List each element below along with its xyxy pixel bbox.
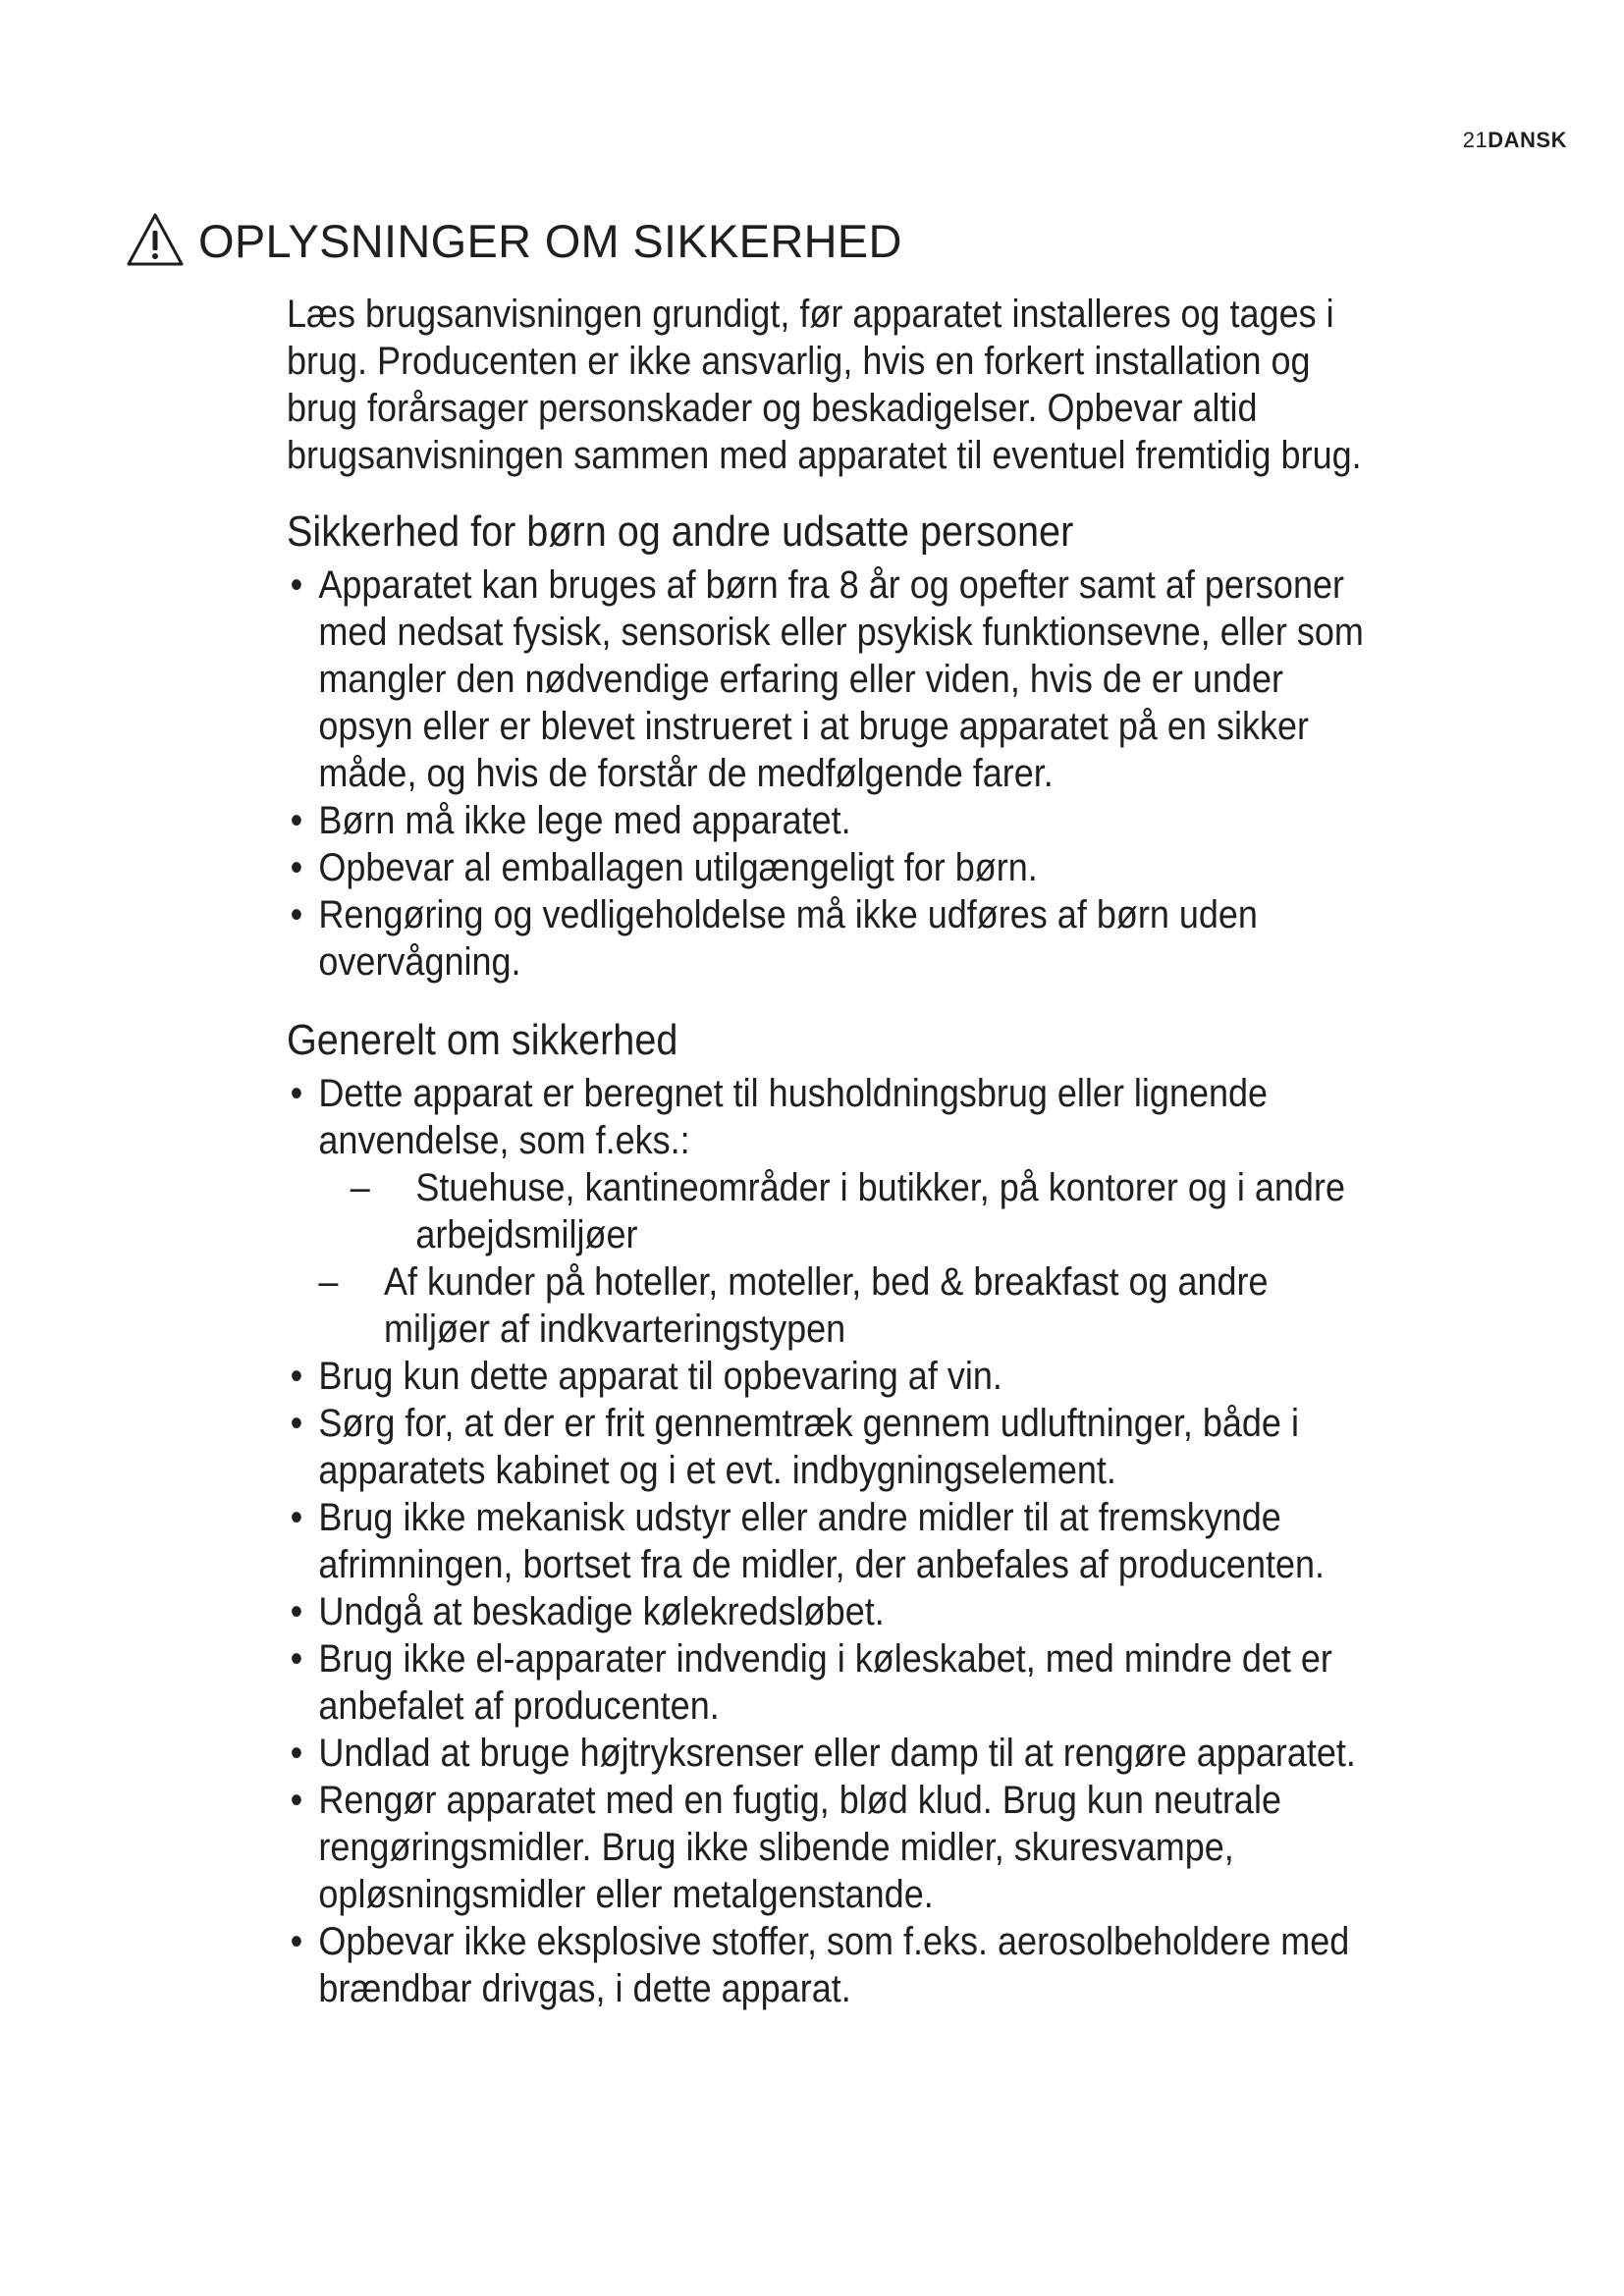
intro-paragraph: Læs brugsanvisningen grundigt, før apparatet installeres og tages i brug. Producenten er ikke ansvarlig, hvis en forkert installation og brug forårsager personskader og beskadigelser. Opbevar altid brugsanvisningen sammen med apparatet til eventuel fremtidig brug. bbox=[287, 293, 1362, 477]
sub-list-item bbox=[318, 1258, 1374, 1353]
children-safety-list bbox=[287, 561, 1374, 986]
list-item: • Brug kun dette apparat til opbevaring af vin. bbox=[287, 1353, 1374, 1400]
dash-marker: – bbox=[318, 1260, 339, 1304]
section-heading-general-safety: Generelt om sikkerhed bbox=[287, 1016, 678, 1064]
list-item: • Brug ikke mekanisk udstyr eller andre midler til at fremskynde afrimningen, bortset fra de midler, der anbefales af producenten. bbox=[287, 1494, 1374, 1588]
list-item: • Opbevar ikke eksplosive stoffer, som f.eks. aerosolbeholdere med brændbar drivgas, i dette apparat. bbox=[287, 1918, 1374, 2012]
list-item: • Børn må ikke lege med apparatet. bbox=[287, 797, 1374, 844]
list-item: • Brug ikke el-apparater indvendig i køleskabet, med mindre det er anbefalet af producenten. bbox=[287, 1635, 1374, 1730]
list-item bbox=[287, 1070, 1374, 1353]
list-item: • Apparatet kan bruges af børn fra 8 år og opefter samt af personer med nedsat fysisk, sensorisk eller psykisk funktionsevne, eller som mangler den nødvendige erfaring eller viden, hvis de er under opsyn eller er blevet instrueret i at bruge apparatet på en sikker måde, og hvis de forstår de medfølgende farer. bbox=[287, 561, 1374, 797]
content bbox=[287, 291, 1374, 2042]
page-title: OPLYSNINGER OM SIKKERHED bbox=[198, 214, 902, 267]
list-item-text: Dette apparat er beregnet til husholdningsbrug eller lignende anvendelse, som f.eks.: bbox=[318, 1072, 1269, 1162]
page-number: 21 bbox=[1462, 128, 1489, 152]
page-header bbox=[1463, 128, 1567, 153]
sub-list bbox=[318, 1164, 1374, 1353]
language-label: DANSK bbox=[1488, 128, 1567, 152]
list-item: • Rengør apparatet med en fugtig, blød klud. Brug kun neutrale rengøringsmidler. Brug ikke slibende midler, skuresvampe, opløsningsmidler eller metalgenstande. bbox=[287, 1777, 1374, 1918]
list-item: • Rengøring og vedligeholdelse må ikke udføres af børn uden overvågning. bbox=[287, 891, 1374, 986]
list-item: • Sørg for, at der er frit gennemtræk gennem udluftninger, både i apparatets kabinet og i et evt. indbygningselement. bbox=[287, 1400, 1374, 1494]
sub-list-text: Af kunder på hoteller, moteller, bed & breakfast og andre miljøer af indkvarteringstypen bbox=[384, 1260, 1269, 1351]
dash-marker: – bbox=[350, 1166, 370, 1209]
sub-list-item bbox=[318, 1164, 1374, 1258]
section-heading-children-safety: Sikkerhed for børn og andre udsatte personer bbox=[287, 507, 1074, 556]
list-item: • Opbevar al emballagen utilgængeligt for børn. bbox=[287, 844, 1374, 891]
list-item: • Undgå at beskadige kølekredsløbet. bbox=[287, 1588, 1374, 1635]
warning-triangle-icon bbox=[126, 211, 185, 270]
list-item: • Undlad at bruge højtryksrenser eller damp til at rengøre apparatet. bbox=[287, 1730, 1374, 1777]
sub-list-text: Stuehuse, kantineområder i butikker, på kontorer og i andre arbejdsmiljøer bbox=[415, 1166, 1345, 1256]
general-safety-list bbox=[287, 1070, 1374, 2012]
title-row bbox=[126, 211, 902, 270]
